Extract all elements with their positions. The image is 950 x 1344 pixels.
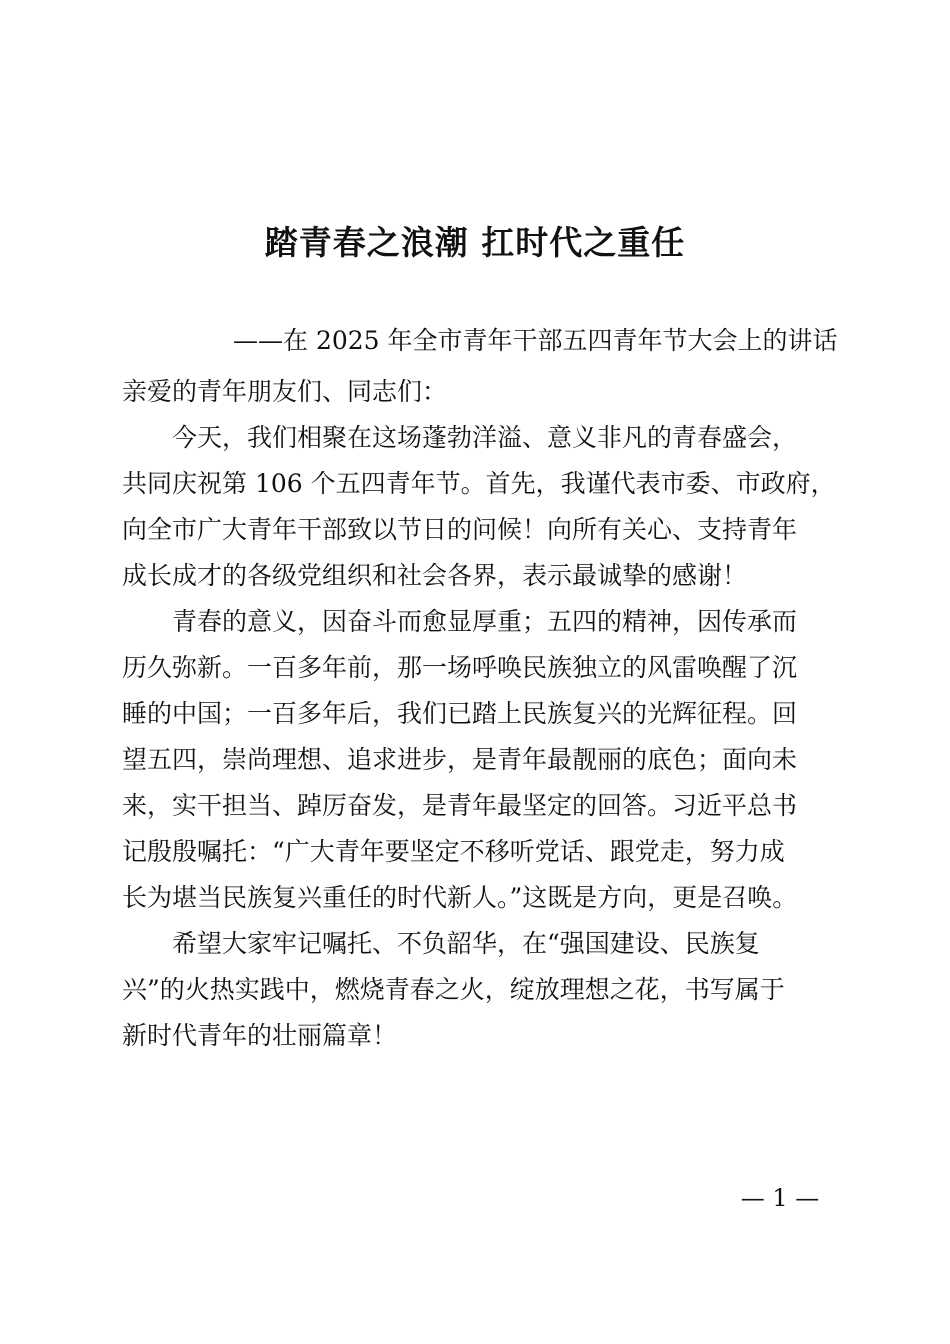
salutation: 亲爱的青年朋友们、同志们： [122, 377, 448, 406]
paragraph-line: 今天，我们相聚在这场蓬勃洋溢、意义非凡的青春盛会， [172, 423, 798, 452]
paragraph-line: 望五四，崇尚理想、追求进步，是青年最靓丽的底色；面向未 [122, 745, 798, 774]
paragraph-line: 睡的中国；一百多年后，我们已踏上民族复兴的光辉征程。回 [122, 699, 798, 728]
paragraph-line: 成长成才的各级党组织和社会各界，表示最诚挚的感谢！ [122, 561, 748, 590]
document-title: 踏青春之浪潮 扛时代之重任 [264, 223, 686, 262]
paragraph-line: 共同庆祝第 106 个五四青年节。首先，我谨代表市委、市政府， [122, 469, 836, 498]
document-subtitle: ——在 2025 年全市青年干部五四青年节大会上的讲话 [233, 326, 838, 355]
paragraph-line: 来，实干担当、踔厉奋发，是青年最坚定的回答。习近平总书 [122, 791, 798, 820]
paragraph-line: 向全市广大青年干部致以节日的问候！向所有关心、支持青年 [122, 515, 798, 544]
paragraph-line: 青春的意义，因奋斗而愈显厚重；五四的精神，因传承而 [172, 607, 798, 636]
paragraph-3 [122, 921, 842, 1059]
paragraph-1 [122, 415, 842, 599]
document-body [122, 369, 842, 1059]
paragraph-line: 长为堪当民族复兴重任的时代新人。”这既是方向，更是召唤。 [122, 883, 798, 912]
page-number: — 1 — [740, 1184, 820, 1212]
paragraph-line: 历久弥新。一百多年前，那一场呼唤民族独立的风雷唤醒了沉 [122, 653, 798, 682]
paragraph-line: 希望大家牢记嘱托、不负韶华，在“强国建设、民族复 [172, 929, 760, 958]
paragraph-line: 兴”的火热实践中，燃烧青春之火，绽放理想之花，书写属于 [122, 975, 785, 1004]
paragraph-line: 记殷殷嘱托：“广大青年要坚定不移听党话、跟党走，努力成 [122, 837, 785, 866]
paragraph-2 [122, 599, 842, 921]
paragraph-line: 新时代青年的壮丽篇章！ [122, 1021, 398, 1050]
